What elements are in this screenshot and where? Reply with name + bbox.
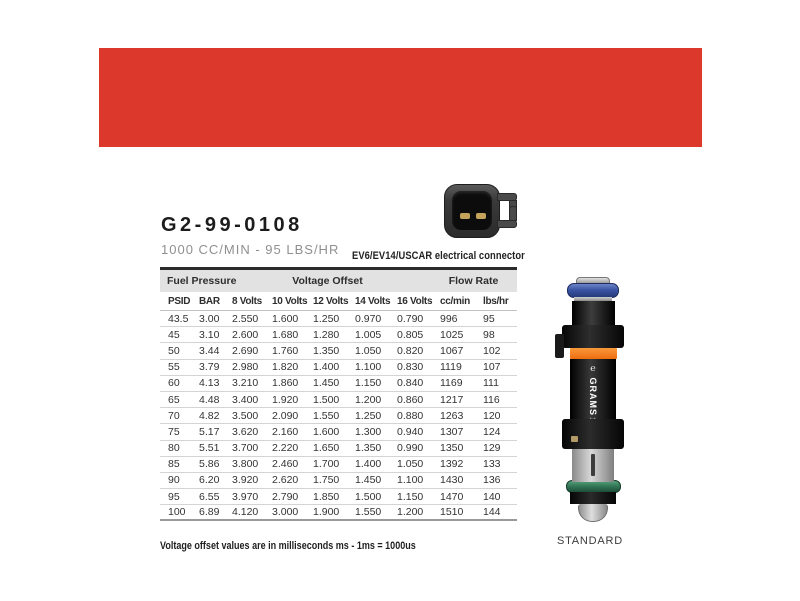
table-row [160,376,517,392]
table-cell: 1392 [440,458,464,471]
table-cell: 1.050 [355,344,382,357]
table-cell: 2.790 [272,490,299,503]
table-cell: 1.100 [397,474,424,487]
injector-upper-body-icon [572,301,615,325]
injector-style-label: STANDARD [556,535,624,547]
connector-caption [352,246,555,264]
table-cell: 6.89 [199,506,220,519]
table-row [160,343,517,359]
table-cell: 0.805 [397,328,424,341]
table-row [160,441,517,457]
table-group-header-row [160,270,517,292]
table-row [160,424,517,440]
part-number: G2-99-0108 [161,214,303,236]
table-cell: 80 [168,442,180,455]
table-cell: 1.005 [355,328,382,341]
table-cell: 1.920 [272,393,299,406]
injector-collar-icon [570,492,616,504]
table-cell: 1.280 [313,328,340,341]
table-cell: 1.300 [355,425,382,438]
connector-tab-bottom-icon [497,220,517,228]
connector-caption-text: EV6/EV14/USCAR electrical connector [352,250,525,262]
table-cell: 1.820 [272,361,299,374]
table-cell: 2.090 [272,409,299,422]
table-cell: 1.860 [272,377,299,390]
table-cell: 3.400 [232,393,259,406]
table-cell: 107 [483,361,501,374]
table-cell: 50 [168,344,180,357]
injector-barrel-mark-icon [591,454,595,476]
table-cell: 1.680 [272,328,299,341]
table-cell: 2.690 [232,344,259,357]
table-cell: 43.5 [168,312,189,325]
table-row [160,311,517,327]
column-header-bar: BAR [199,295,220,307]
table-cell: 102 [483,344,501,357]
table-cell: 996 [440,312,458,325]
table-row [160,327,517,343]
table-cell: 3.700 [232,442,259,455]
table-cell: 1510 [440,506,464,519]
group-header-voltage-offset: Voltage Offset [292,275,363,287]
table-cell: 1025 [440,328,464,341]
table-cell: 1119 [440,361,462,374]
table-cell: 3.620 [232,425,259,438]
table-cell: 3.44 [199,344,220,357]
table-cell: 0.880 [397,409,424,422]
table-cell: 1.100 [355,361,382,374]
table-cell: 95 [483,312,495,325]
table-row [160,457,517,473]
table-cell: 1350 [440,442,464,455]
table-cell: 3.970 [232,490,259,503]
table-cell: 3.500 [232,409,259,422]
table-cell: 2.550 [232,312,259,325]
table-column-header-row [160,292,517,311]
table-cell: 1169 [440,377,463,390]
column-header-16-volts: 16 Volts [397,295,433,307]
table-cell: 0.990 [397,442,424,455]
table-cell: 0.840 [397,377,424,390]
table-cell: 1.600 [313,425,340,438]
table-cell: 45 [168,328,180,341]
table-cell: 2.220 [272,442,299,455]
table-cell: 3.920 [232,474,259,487]
table-cell: 98 [483,328,495,341]
table-cell: 4.82 [199,409,220,422]
footnote [160,536,472,554]
connector-pin-icon [460,213,470,219]
table-cell: 3.10 [199,328,220,341]
table-row [160,505,517,521]
injector-brand-text [588,359,598,419]
table-cell: 1067 [440,344,464,357]
table-row [160,473,517,489]
table-cell: 140 [483,490,501,503]
table-cell: 1.450 [313,377,340,390]
table-cell: 1.750 [313,474,340,487]
table-body [160,311,517,521]
table-cell: 2.600 [232,328,259,341]
table-cell: 136 [483,474,501,487]
table-row [160,392,517,408]
table-cell: 90 [168,474,180,487]
table-cell: 133 [483,458,501,471]
table-cell: 5.17 [199,425,220,438]
table-cell: 1.250 [355,409,382,422]
table-cell: 1.900 [313,506,340,519]
table-cell: 65 [168,393,180,406]
table-cell: 1307 [440,425,464,438]
connector-shell-icon [444,184,500,238]
injector-lower-body-icon [562,419,624,449]
table-cell: 0.830 [397,361,424,374]
table-cell: 55 [168,361,180,374]
footnote-text: Voltage offset values are in milliseconds ms - 1ms = 1000us [160,540,416,552]
table-cell: 75 [168,425,180,438]
table-cell: 1.200 [397,506,424,519]
injector-detail-dot-icon [571,436,578,442]
table-row [160,489,517,505]
table-cell: 1.350 [313,344,340,357]
table-cell: 6.20 [199,474,220,487]
table-cell: 1.050 [397,458,424,471]
table-cell: 4.13 [199,377,220,390]
column-header-psid: PSID [168,295,191,307]
table-cell: 2.460 [272,458,299,471]
table-cell: 2.980 [232,361,259,374]
table-cell: 1.150 [355,377,382,390]
injector-illustration [557,277,629,522]
table-cell: 1.500 [313,393,340,406]
banner [99,48,702,169]
table-cell: 3.79 [199,361,220,374]
injector-nozzle-tip-icon [578,504,608,522]
table-cell: 120 [483,409,501,422]
column-header-10-volts: 10 Volts [272,295,308,307]
column-header-cc-min: cc/min [440,295,470,307]
table-cell: 1.400 [355,458,382,471]
column-header-lbs-hr: lbs/hr [483,295,509,307]
table-cell: 2.620 [272,474,299,487]
table-cell: 116 [483,393,500,406]
table-cell: 1.550 [313,409,340,422]
column-header-8-volts: 8 Volts [232,295,262,307]
injector-connector-clip-icon [562,325,624,348]
table-cell: 3.800 [232,458,259,471]
table-cell: 0.940 [397,425,424,438]
table-cell: 3.000 [272,506,299,519]
column-header-12-volts: 12 Volts [313,295,349,307]
table-cell: 95 [168,490,180,503]
table-cell: 1.850 [313,490,340,503]
table-cell: 85 [168,458,180,471]
table-cell: 1217 [440,393,464,406]
spec-table [160,267,517,521]
table-cell: 1.600 [272,312,299,325]
table-cell: 124 [483,425,501,438]
table-cell: 0.970 [355,312,382,325]
connector-tab-top-icon [497,193,517,201]
table-cell: 1.550 [355,506,382,519]
table-cell: 144 [483,506,501,519]
injector-main-body-icon [570,359,616,419]
table-cell: 100 [168,506,186,519]
table-cell: 6.55 [199,490,220,503]
table-cell: 70 [168,409,180,422]
table-cell: 129 [483,442,501,455]
table-cell: 1.700 [313,458,340,471]
banner-title: 1000 CC/MIN STANDARD [160,152,351,169]
group-header-fuel-pressure: Fuel Pressure [167,275,237,287]
table-cell: 1.760 [272,344,299,357]
column-header-14-volts: 14 Volts [355,295,391,307]
table-cell: 1.500 [355,490,382,503]
table-cell: 1470 [440,490,464,503]
table-cell: 3.210 [232,377,259,390]
table-cell: 0.820 [397,344,424,357]
table-cell: 1.350 [355,442,382,455]
table-cell: 2.160 [272,425,299,438]
table-cell: 1.400 [313,361,340,374]
table-cell: 111 [483,377,499,390]
table-cell: 5.86 [199,458,220,471]
table-cell: 1.250 [313,312,340,325]
table-cell: 1430 [440,474,464,487]
table-cell: 0.790 [397,312,424,325]
table-cell: 4.48 [199,393,220,406]
table-cell: 1.650 [313,442,340,455]
connector-socket-icon [452,191,492,230]
injector-metal-barrel-icon [572,449,614,482]
table-cell: 1.150 [397,490,424,503]
table-cell: 1.450 [355,474,382,487]
injector-blue-oring-icon [567,283,619,298]
table-cell: 5.51 [199,442,220,455]
table-cell: 0.860 [397,393,424,406]
connector-illustration [444,184,520,240]
group-header-flow-rate: Flow Rate [448,275,499,287]
injector-brand-name: ℮ GRAMS [588,363,598,417]
table-row [160,360,517,376]
table-cell: 60 [168,377,180,390]
connector-pin-icon [476,213,486,219]
table-cell: 1.200 [355,393,382,406]
part-subtitle: 1000 CC/MIN - 95 LBS/HR [161,242,340,257]
injector-orange-band-icon [570,348,617,359]
table-row [160,408,517,424]
table-cell: 3.00 [199,312,220,325]
table-cell: 1263 [440,409,464,422]
table-cell: 4.120 [232,506,259,519]
